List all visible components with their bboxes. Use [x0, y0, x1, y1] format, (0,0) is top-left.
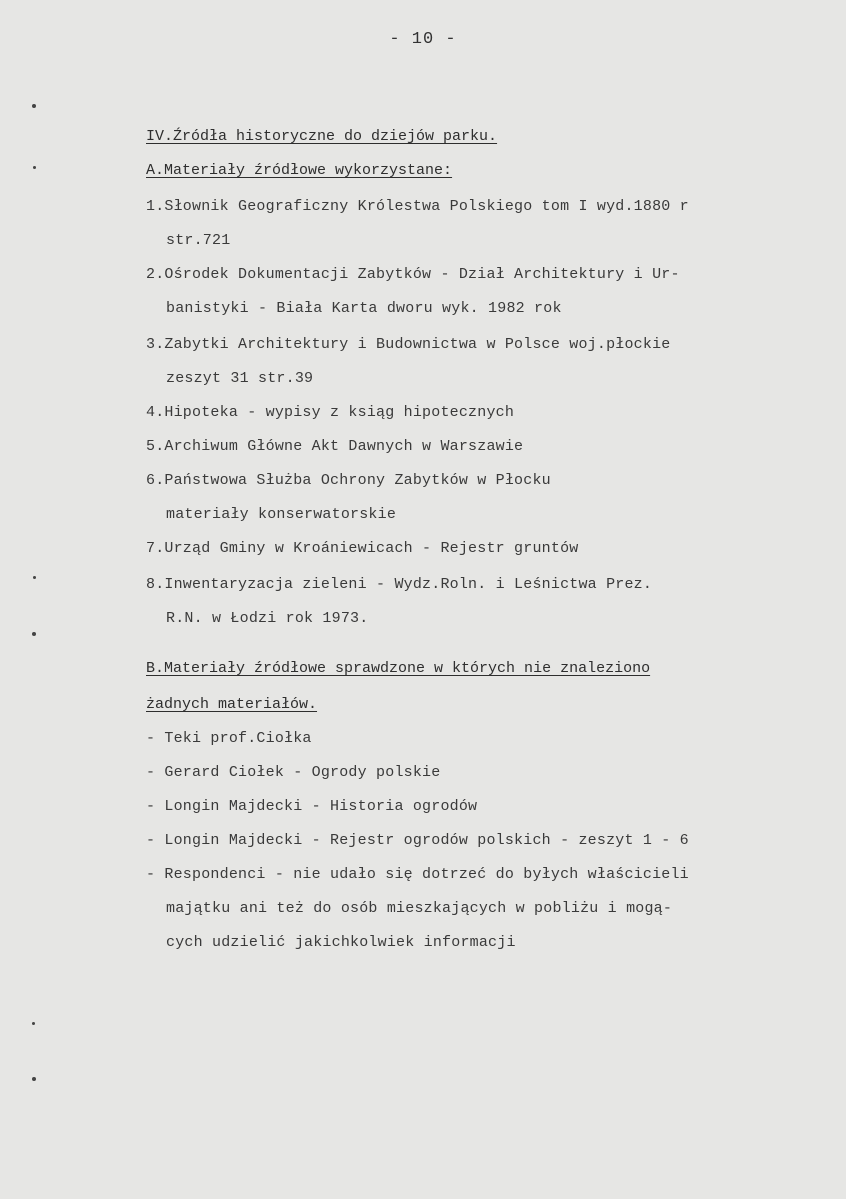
list-item: - Gerard Ciołek - Ogrody polskie: [146, 764, 441, 781]
margin-mark: [33, 576, 36, 579]
margin-mark: [32, 104, 36, 108]
margin-mark: [33, 166, 36, 169]
list-item-continuation: zeszyt 31 str.39: [166, 370, 314, 387]
list-item: - Teki prof.Ciołka: [146, 730, 312, 747]
list-item-continuation: str.721: [166, 232, 231, 249]
margin-mark: [32, 1022, 35, 1025]
list-item: 2.Ośrodek Dokumentacji Zabytków - Dział Architektury i Ur-: [146, 266, 680, 283]
margin-mark: [32, 1077, 36, 1081]
list-item: - Longin Majdecki - Historia ogrodów: [146, 798, 478, 815]
section-title: IV.Źródła historyczne do dziejów parku.: [146, 128, 498, 145]
list-item: 3.Zabytki Architektury i Budownictwa w Polsce woj.płockie: [146, 336, 671, 353]
section-a-title: A.Materiały źródłowe wykorzystane:: [146, 162, 453, 179]
list-item-continuation: R.N. w Łodzi rok 1973.: [166, 610, 369, 627]
section-b-title-continuation: żadnych materiałów.: [146, 696, 318, 713]
section-b-title: B.Materiały źródłowe sprawdzone w których nie znaleziono: [146, 660, 651, 677]
list-item: - Longin Majdecki - Rejestr ogrodów polskich - zeszyt 1 - 6: [146, 832, 689, 849]
list-item: 1.Słownik Geograficzny Królestwa Polskiego tom I wyd.1880 r: [146, 198, 689, 215]
list-item-continuation: majątku ani też do osób mieszkających w pobliżu i mogą-: [166, 900, 673, 917]
page-number: - 10 -: [389, 30, 457, 49]
list-item-continuation: cych udzielić jakichkolwiek informacji: [166, 934, 516, 951]
list-item: 6.Państwowa Służba Ochrony Zabytków w Płocku: [146, 472, 551, 489]
list-item: 4.Hipoteka - wypisy z ksiąg hipotecznych: [146, 404, 515, 421]
list-item-continuation: materiały konserwatorskie: [166, 506, 397, 523]
list-item: 7.Urząd Gminy w Kroániewicach - Rejestr gruntów: [146, 540, 579, 557]
list-item: 5.Archiwum Główne Akt Dawnych w Warszawie: [146, 438, 524, 455]
list-item: 8.Inwentaryzacja zieleni - Wydz.Roln. i Leśnictwa Prez.: [146, 576, 653, 593]
margin-mark: [32, 632, 36, 636]
list-item: - Respondenci - nie udało się dotrzeć do byłych właścicieli: [146, 866, 689, 883]
list-item-continuation: banistyki - Biała Karta dworu wyk. 1982 rok: [166, 300, 562, 317]
